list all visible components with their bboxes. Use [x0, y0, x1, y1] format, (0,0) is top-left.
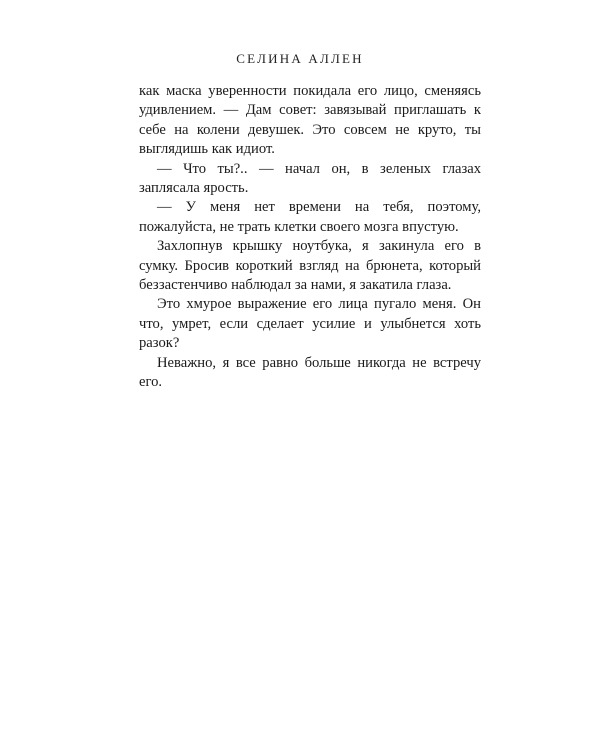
running-header-author: СЕЛИНА АЛЛЕН: [236, 51, 364, 66]
paragraph-narration-1: Захлопнув крышку ноутбука, я закинула его в сумку. Бросив короткий взгляд на брюнета, который беззастенчиво наблюдал за нами, я закатила глаза.: [139, 238, 481, 294]
paragraph-narration-2: Это хмурое выражение его лица пугало меня. Он что, умрет, если сделает усилие и улыбнется хоть разок?: [139, 296, 481, 352]
paragraph-dialogue-2: — У меня нет времени на тебя, поэтому, пожалуйста, не трать клетки своего мозга впустую.: [139, 199, 481, 235]
paragraph-continuation: как маска уверенности покидала его лицо, сменяясь удивлением. — Дам совет: завязывай приглашать к себе на колени девушек. Это совсем не круто, ты выглядишь как идиот.: [139, 83, 481, 158]
paragraph-dialogue-1: — Что ты?.. — начал он, в зеленых глазах заплясала ярость.: [139, 160, 481, 197]
paragraph-narration-3: Неважно, я все равно больше никогда не встречу его.: [139, 354, 481, 391]
body-text: [139, 82, 481, 393]
